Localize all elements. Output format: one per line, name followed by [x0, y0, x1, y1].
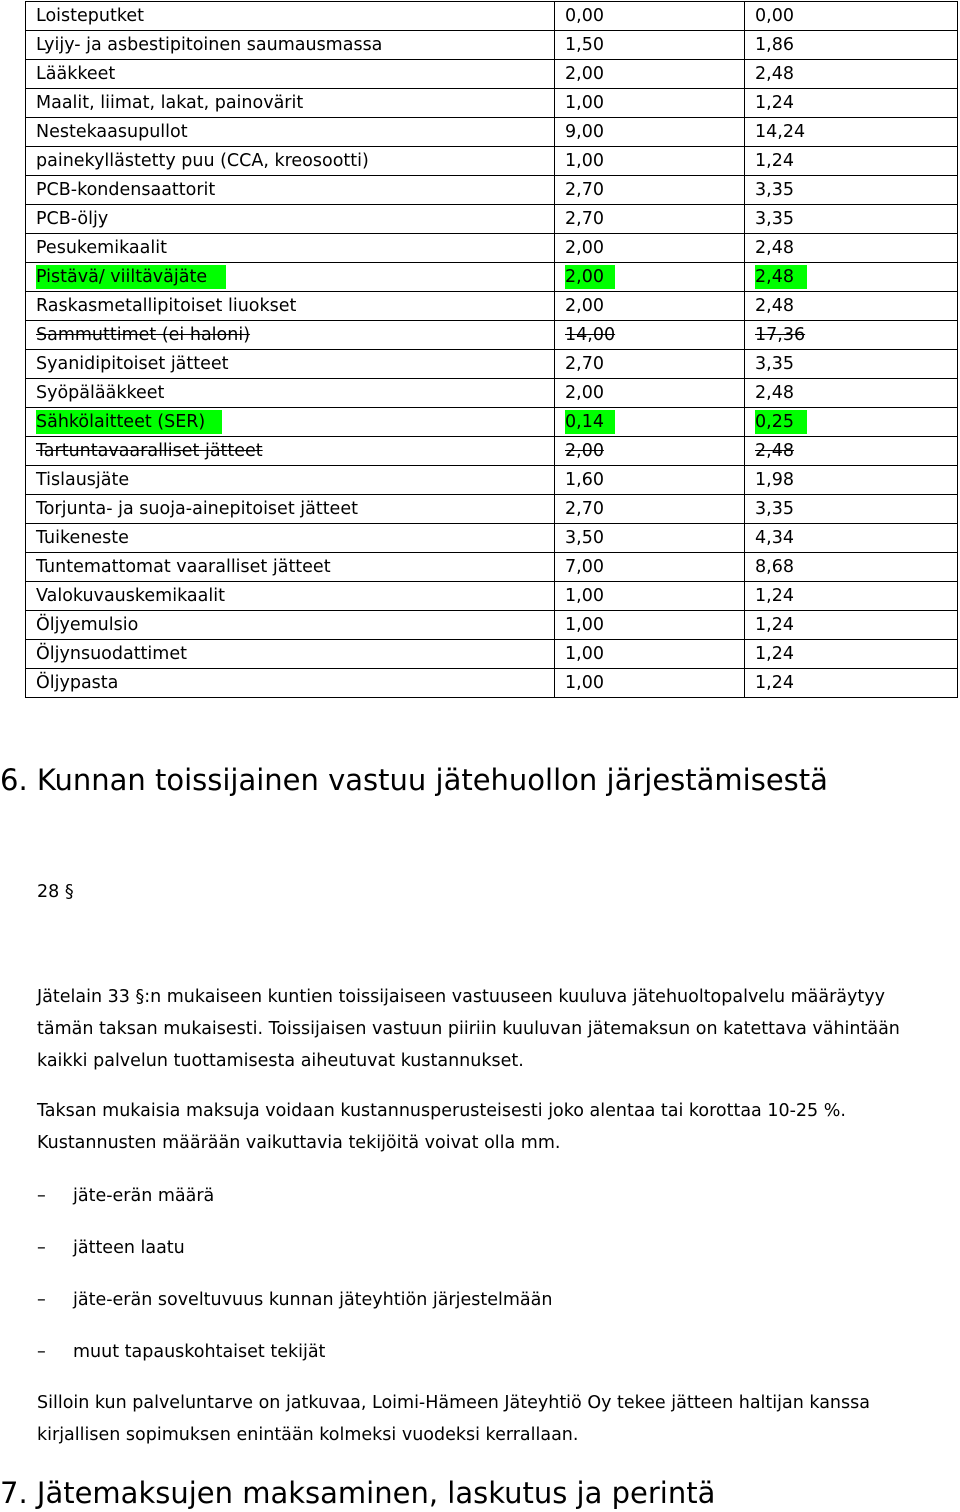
waste-type-cell	[26, 60, 555, 89]
waste-type-cell	[26, 147, 555, 176]
table-row	[26, 640, 958, 669]
fee-value-text: 0,00	[565, 6, 604, 26]
fee-value-text: 2,00	[565, 238, 604, 258]
waste-type-text: Lyijy- ja asbestipitoinen saumausmassa	[36, 35, 383, 55]
table-row	[26, 582, 958, 611]
waste-type-text: Syanidipitoiset jätteet	[36, 354, 229, 374]
fee-value-text: 2,00	[565, 296, 604, 316]
fee-value-vat-text: 1,24	[755, 151, 794, 171]
fee-value-vat-cell	[745, 669, 958, 698]
fee-value-vat-cell	[745, 147, 958, 176]
fee-value-text: 2,00	[565, 383, 604, 403]
fee-value-text: 2,70	[565, 209, 604, 229]
fee-value-cell	[555, 437, 745, 466]
table-row	[26, 466, 958, 495]
table-row	[26, 292, 958, 321]
fee-value-vat-text: 3,35	[755, 180, 794, 200]
fee-value-cell	[555, 524, 745, 553]
waste-type-cell	[26, 553, 555, 582]
factor-list-item	[37, 1183, 214, 1209]
waste-type-text: Maalit, liimat, lakat, painovärit	[36, 93, 304, 113]
fee-value-text: 2,00	[565, 265, 615, 289]
dash-bullet: –	[37, 1290, 46, 1310]
waste-type-text: Tartuntavaaralliset jätteet	[36, 441, 263, 461]
factor-list-item	[37, 1339, 325, 1365]
fee-value-vat-cell	[745, 553, 958, 582]
fee-value-vat-text: 8,68	[755, 557, 794, 577]
fee-value-text: 7,00	[565, 557, 604, 577]
fee-value-vat-text: 2,48	[755, 296, 794, 316]
fee-value-cell	[555, 640, 745, 669]
table-row	[26, 379, 958, 408]
fee-value-vat-text: 2,48	[755, 441, 794, 461]
fee-value-vat-cell	[745, 89, 958, 118]
fee-value-cell	[555, 379, 745, 408]
fee-value-cell	[555, 408, 745, 437]
fee-value-cell	[555, 350, 745, 379]
waste-type-text: Tuntemattomat vaaralliset jätteet	[36, 557, 331, 577]
waste-type-cell	[26, 437, 555, 466]
table-row	[26, 524, 958, 553]
section-6-heading: 6. Kunnan toissijainen vastuu jätehuollon järjestämisestä	[0, 763, 828, 797]
waste-type-cell	[26, 408, 555, 437]
waste-type-cell	[26, 89, 555, 118]
waste-type-cell	[26, 379, 555, 408]
fee-value-vat-cell	[745, 263, 958, 292]
fee-value-vat-cell	[745, 176, 958, 205]
fee-value-text: 0,14	[565, 410, 615, 434]
fee-value-text: 1,00	[565, 586, 604, 606]
table-row	[26, 118, 958, 147]
fee-value-vat-cell	[745, 2, 958, 31]
fee-value-text: 2,00	[565, 64, 604, 84]
fee-value-vat-cell	[745, 379, 958, 408]
fee-value-cell	[555, 466, 745, 495]
fee-value-cell	[555, 553, 745, 582]
table-row	[26, 60, 958, 89]
fee-value-vat-text: 1,24	[755, 673, 794, 693]
waste-type-cell	[26, 31, 555, 60]
fee-value-text: 9,00	[565, 122, 604, 142]
table-row	[26, 176, 958, 205]
fee-value-vat-cell	[745, 60, 958, 89]
waste-type-text: Öljypasta	[36, 673, 119, 693]
table-row	[26, 408, 958, 437]
table-row	[26, 234, 958, 263]
waste-type-cell	[26, 321, 555, 350]
fee-value-vat-text: 3,35	[755, 209, 794, 229]
waste-type-cell	[26, 2, 555, 31]
para3-line2: kirjallisen sopimuksen enintään kolmeksi vuodeksi kerrallaan.	[37, 1425, 579, 1445]
para1-line1: Jätelain 33 §:n mukaiseen kuntien toissijaiseen vastuuseen kuuluva jätehuoltopalvelu määräytyy	[37, 987, 885, 1007]
waste-type-text: Sähkölaitteet (SER)	[36, 410, 222, 434]
waste-type-text: Torjunta- ja suoja-ainepitoiset jätteet	[36, 499, 358, 519]
waste-type-text: Nestekaasupullot	[36, 122, 188, 142]
para1-line2: tämän taksan mukaisesti. Toissijaisen vastuun piiriin kuuluvan jätemaksun on katettava vähintään	[37, 1019, 900, 1039]
table-row	[26, 321, 958, 350]
waste-type-text: painekyllästetty puu (CCA, kreosootti)	[36, 151, 369, 171]
fee-value-cell	[555, 669, 745, 698]
waste-type-cell	[26, 176, 555, 205]
para2-line2: Kustannusten määrään vaikuttavia tekijöitä voivat olla mm.	[37, 1133, 561, 1153]
fee-value-cell	[555, 292, 745, 321]
fee-value-cell	[555, 60, 745, 89]
factor-label: jätteen laatu	[73, 1238, 185, 1258]
waste-type-cell	[26, 611, 555, 640]
factor-list-item	[37, 1287, 552, 1313]
fee-value-vat-cell	[745, 234, 958, 263]
fee-value-cell	[555, 89, 745, 118]
waste-type-text: PCB-öljy	[36, 209, 109, 229]
waste-type-text: Tislausjäte	[36, 470, 130, 490]
factor-list-item	[37, 1235, 185, 1261]
fee-value-vat-text: 17,36	[755, 325, 806, 345]
fee-value-cell	[555, 31, 745, 60]
table-row	[26, 263, 958, 292]
section-7-heading: 7. Jätemaksujen maksaminen, laskutus ja perintä	[0, 1476, 716, 1510]
waste-type-text: Lääkkeet	[36, 64, 116, 84]
fee-value-text: 1,00	[565, 93, 604, 113]
table-row	[26, 350, 958, 379]
waste-type-cell	[26, 524, 555, 553]
waste-type-cell	[26, 292, 555, 321]
waste-type-text: Valokuvauskemikaalit	[36, 586, 225, 606]
fee-value-vat-cell	[745, 350, 958, 379]
fee-value-text: 1,50	[565, 35, 604, 55]
fee-value-text: 1,60	[565, 470, 604, 490]
fee-value-vat-text: 2,48	[755, 238, 794, 258]
fee-value-text: 1,00	[565, 644, 604, 664]
waste-type-cell	[26, 205, 555, 234]
fee-value-cell	[555, 263, 745, 292]
fee-value-vat-cell	[745, 118, 958, 147]
fee-value-vat-cell	[745, 466, 958, 495]
fee-value-cell	[555, 321, 745, 350]
waste-type-cell	[26, 582, 555, 611]
dash-bullet: –	[37, 1186, 46, 1206]
fee-value-cell	[555, 176, 745, 205]
fee-value-vat-cell	[745, 292, 958, 321]
fee-value-text: 2,70	[565, 180, 604, 200]
table-row	[26, 89, 958, 118]
waste-type-text: Raskasmetallipitoiset liuokset	[36, 296, 297, 316]
waste-type-text: Öljyemulsio	[36, 615, 139, 635]
fee-value-text: 2,70	[565, 499, 604, 519]
table-row	[26, 437, 958, 466]
table-row	[26, 205, 958, 234]
fee-value-vat-text: 0,00	[755, 6, 794, 26]
fee-value-cell	[555, 205, 745, 234]
waste-type-text: Öljynsuodattimet	[36, 644, 187, 664]
fee-value-cell	[555, 2, 745, 31]
factor-label: muut tapauskohtaiset tekijät	[73, 1342, 326, 1362]
fee-value-vat-text: 0,25	[755, 410, 807, 434]
table-row	[26, 2, 958, 31]
waste-type-cell	[26, 640, 555, 669]
fee-value-vat-text: 2,48	[755, 265, 807, 289]
fee-value-vat-cell	[745, 495, 958, 524]
fee-value-text: 1,00	[565, 673, 604, 693]
fee-value-vat-cell	[745, 640, 958, 669]
fee-value-vat-text: 1,24	[755, 586, 794, 606]
fee-value-vat-text: 1,24	[755, 615, 794, 635]
fee-value-vat-cell	[745, 321, 958, 350]
fee-value-text: 1,00	[565, 151, 604, 171]
fee-value-text: 14,00	[565, 325, 616, 345]
table-row	[26, 31, 958, 60]
fee-value-vat-text: 1,24	[755, 644, 794, 664]
dash-bullet: –	[37, 1342, 46, 1362]
fee-value-vat-cell	[745, 524, 958, 553]
fee-value-vat-text: 1,86	[755, 35, 794, 55]
fee-value-vat-text: 1,98	[755, 470, 794, 490]
waste-type-cell	[26, 118, 555, 147]
fee-value-vat-text: 2,48	[755, 64, 794, 84]
waste-fee-table	[25, 1, 958, 698]
fee-value-vat-text: 3,35	[755, 499, 794, 519]
fee-value-vat-text: 4,34	[755, 528, 794, 548]
fee-table-body	[26, 2, 958, 698]
fee-value-cell	[555, 582, 745, 611]
waste-type-text: Pistävä/ viiltäväjäte	[36, 265, 226, 289]
table-row	[26, 147, 958, 176]
table-row	[26, 495, 958, 524]
waste-type-text: Tuikeneste	[36, 528, 129, 548]
fee-value-vat-cell	[745, 205, 958, 234]
waste-type-text: PCB-kondensaattorit	[36, 180, 216, 200]
para3-line1: Silloin kun palveluntarve on jatkuvaa, Loimi-Hämeen Jäteyhtiö Oy tekee jätteen haltijan kanssa	[37, 1393, 870, 1413]
fee-value-text: 2,00	[565, 441, 604, 461]
fee-value-cell	[555, 234, 745, 263]
paragraph-number: 28 §	[37, 882, 74, 902]
waste-type-text: Pesukemikaalit	[36, 238, 167, 258]
fee-value-vat-text: 3,35	[755, 354, 794, 374]
fee-value-vat-cell	[745, 582, 958, 611]
para1-line3: kaikki palvelun tuottamisesta aiheutuvat kustannukset.	[37, 1051, 524, 1071]
waste-type-text: Loisteputket	[36, 6, 144, 26]
waste-type-cell	[26, 234, 555, 263]
waste-type-cell	[26, 263, 555, 292]
factor-label: jäte-erän soveltuvuus kunnan jäteyhtiön järjestelmään	[73, 1290, 553, 1310]
fee-value-cell	[555, 611, 745, 640]
waste-type-text: Syöpälääkkeet	[36, 383, 165, 403]
fee-value-vat-text: 14,24	[755, 122, 806, 142]
fee-value-vat-text: 1,24	[755, 93, 794, 113]
fee-value-vat-cell	[745, 611, 958, 640]
fee-value-text: 1,00	[565, 615, 604, 635]
factor-label: jäte-erän määrä	[73, 1186, 215, 1206]
waste-type-text: Sammuttimet (ei haloni)	[36, 325, 251, 345]
waste-type-cell	[26, 669, 555, 698]
fee-value-text: 3,50	[565, 528, 604, 548]
waste-type-cell	[26, 466, 555, 495]
fee-value-cell	[555, 118, 745, 147]
waste-type-cell	[26, 495, 555, 524]
table-row	[26, 611, 958, 640]
para2-line1: Taksan mukaisia maksuja voidaan kustannusperusteisesti joko alentaa tai korottaa 10-25 %.	[37, 1101, 846, 1121]
table-row	[26, 553, 958, 582]
fee-value-vat-text: 2,48	[755, 383, 794, 403]
dash-bullet: –	[37, 1238, 46, 1258]
waste-type-cell	[26, 350, 555, 379]
fee-value-text: 2,70	[565, 354, 604, 374]
fee-value-cell	[555, 147, 745, 176]
fee-value-vat-cell	[745, 31, 958, 60]
table-row	[26, 669, 958, 698]
fee-value-vat-cell	[745, 437, 958, 466]
fee-value-vat-cell	[745, 408, 958, 437]
fee-value-cell	[555, 495, 745, 524]
